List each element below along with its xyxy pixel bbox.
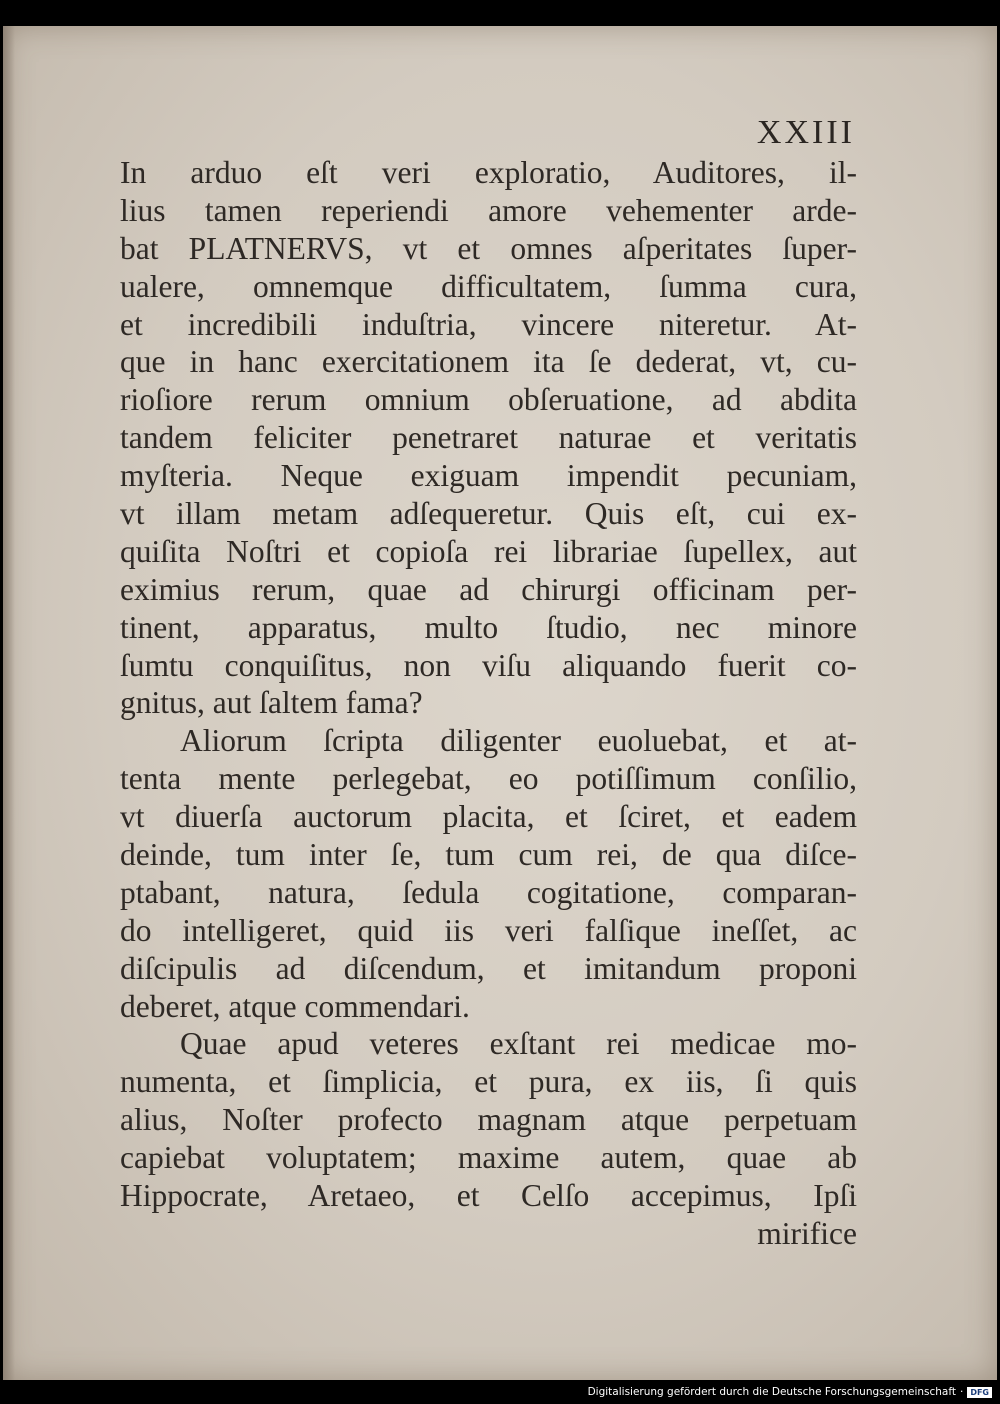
body-text bbox=[120, 154, 857, 1253]
text-line: tinent, apparatus, multo ſtudio, nec minore bbox=[120, 609, 857, 645]
text-line: vt diuerſa auctorum placita, et ſciret, et eadem bbox=[120, 799, 857, 835]
text-line: ualere, omnemque difficultatem, ſumma cura, bbox=[120, 268, 857, 304]
text-line: diſcipulis ad diſcendum, et imitandum proponi bbox=[120, 950, 857, 986]
credit-text: Digitalisierung gefördert durch die Deutsche Forschungsgemeinschaft bbox=[587, 1386, 956, 1398]
text-line: que in hanc exercitationem ita ſe dederat, vt, cu- bbox=[120, 344, 857, 380]
credit-separator: · bbox=[959, 1386, 964, 1398]
text-line: numenta, et ſimplicia, et pura, ex iis, ſi quis bbox=[120, 1064, 857, 1100]
text-line: capiebat voluptatem; maxime autem, quae ab bbox=[120, 1140, 857, 1176]
text-line: et incredibili induſtria, vincere niteretur. At- bbox=[120, 306, 857, 342]
text-line: ptabant, natura, ſedula cogitatione, comparan- bbox=[120, 874, 857, 910]
digitization-credit bbox=[588, 1386, 992, 1398]
text-line: tandem feliciter penetraret naturae et veritatis bbox=[120, 420, 857, 456]
text-line: tenta mente perlegebat, eo potiſſimum conſilio, bbox=[120, 761, 857, 797]
text-line: gnitus, aut ſaltem fama? bbox=[120, 685, 423, 721]
text-line: ſumtu conquiſitus, non viſu aliquando fuerit co- bbox=[120, 647, 857, 683]
page-binding-shadow bbox=[3, 26, 15, 1380]
text-line: Hippocrate, Aretaeo, et Celſo accepimus, Ipſi bbox=[120, 1178, 857, 1214]
text-line: alius, Noſter profecto magnam atque perpetuam bbox=[120, 1102, 857, 1138]
text-line: deberet, atque commendari. bbox=[120, 988, 470, 1024]
text-line: eximius rerum, quae ad chirurgi officinam per- bbox=[120, 571, 857, 607]
text-line: Aliorum ſcripta diligenter euoluebat, et at- bbox=[180, 723, 857, 759]
catchword: mirifice bbox=[757, 1215, 857, 1251]
text-line: rioſiore rerum omnium obſeruatione, ad abdita bbox=[120, 382, 857, 418]
text-line: Quae apud veteres exſtant rei medicae mo- bbox=[180, 1026, 857, 1062]
book-page bbox=[3, 26, 997, 1380]
text-line: vt illam metam adſequeretur. Quis eſt, cui ex- bbox=[120, 496, 857, 532]
text-line: lius tamen reperiendi amore vehementer arde- bbox=[120, 192, 857, 228]
text-line: deinde, tum inter ſe, tum cum rei, de qua diſce- bbox=[120, 837, 857, 873]
text-line: do intelligeret, quid iis veri falſique ineſſet, ac bbox=[120, 912, 857, 948]
text-line: In arduo eſt veri exploratio, Auditores, il- bbox=[120, 155, 857, 190]
dfg-logo-icon: DFG bbox=[967, 1387, 992, 1398]
page-number: XXIII bbox=[756, 114, 855, 151]
text-line: myſteria. Neque exiguam impendit pecuniam, bbox=[120, 458, 857, 494]
text-line: quiſita Noſtri et copioſa rei librariae ſupellex, aut bbox=[120, 533, 857, 569]
text-line: bat PLATNERVS, vt et omnes aſperitates ſuper- bbox=[120, 230, 857, 266]
